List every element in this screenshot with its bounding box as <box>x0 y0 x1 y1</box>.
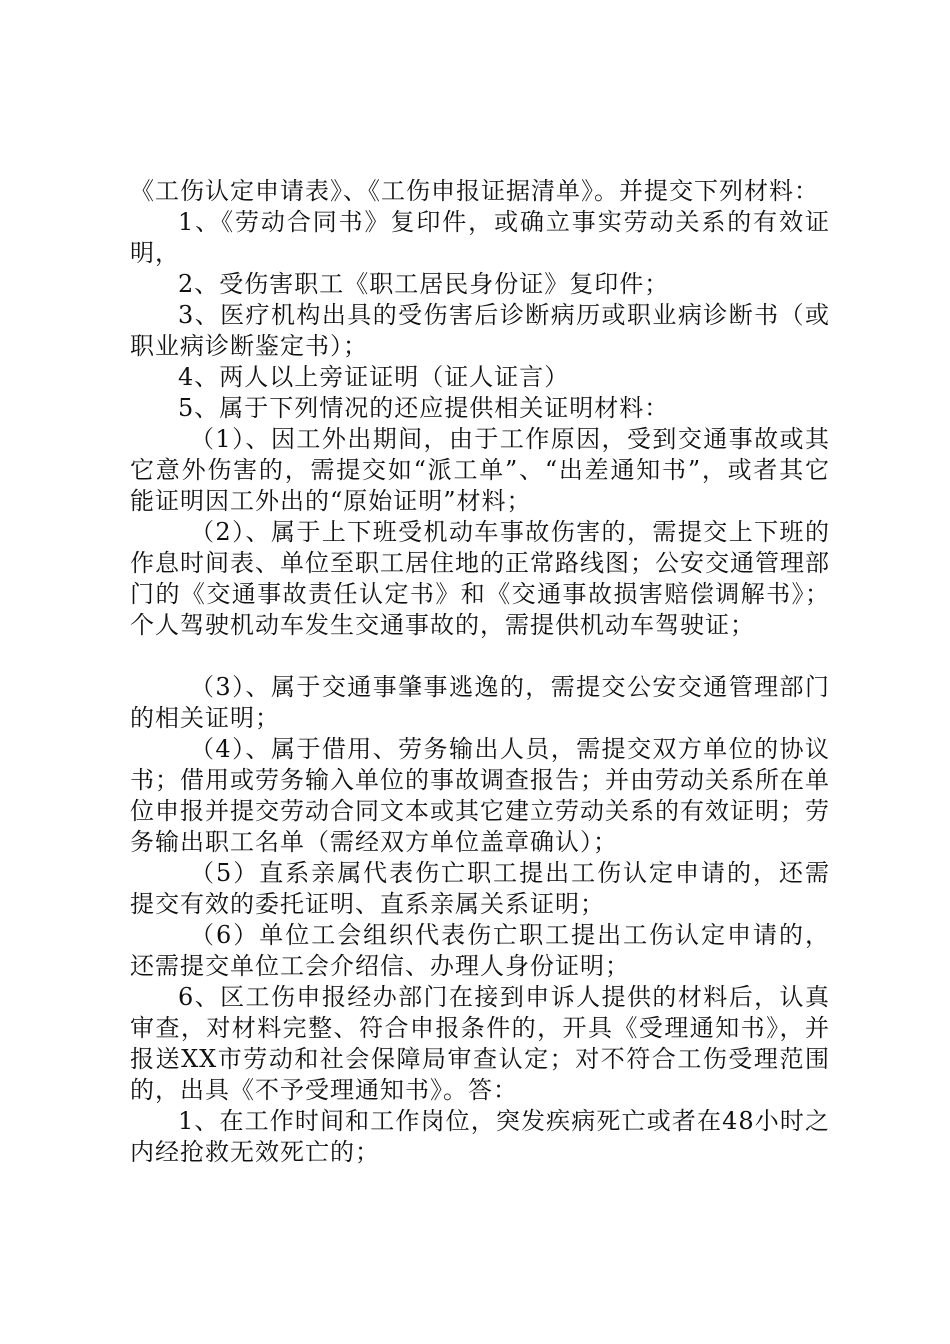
blank-line <box>130 641 830 672</box>
paragraph-item-6: 6、区工伤申报经办部门在接到申诉人提供的材料后，认真审查，对材料完整、符合申报条件的，开具《受理通知书》，并报送XX市劳动和社会保障局审查认定；对不符合工伤受理范围的，出具《不予受理通知书》。答： <box>130 983 830 1104</box>
paragraph-intro: 《工伤认定申请表》、《工伤申报证据清单》。并提交下列材料： <box>130 177 819 205</box>
paragraph-subitem-2: （2）、属于上下班受机动车事故伤害的，需提交上下班的作息时间表、单位至职工居住地的正常路线图；公安交通管理部门的《交通事故责任认定书》和《交通事故损害赔偿调解书》；个人驾驶机动车发生交通事故的，需提供机动车驾驶证； <box>130 518 830 639</box>
paragraph-item-4: 4、两人以上旁证证明（证人证言） <box>178 363 570 391</box>
paragraph-subitem-1: （1）、因工外出期间，由于工作原因，受到交通事故或其它意外伤害的，需提交如“派工单”、“出差通知书”，或者其它能证明因工外出的“原始证明”材料； <box>130 425 830 515</box>
paragraph-item-2: 2、受伤害职工《职工居民身份证》复印件； <box>178 270 670 298</box>
paragraph-item-3: 3、医疗机构出具的受伤害后诊断病历或职业病诊断书（或职业病诊断鉴定书）； <box>130 301 830 360</box>
paragraph-item-1: 1、《劳动合同书》复印件，或确立事实劳动关系的有效证明， <box>130 208 830 267</box>
paragraph-subitem-4: （4）、属于借用、劳务输出人员，需提交双方单位的协议书；借用或劳务输入单位的事故调查报告；并由劳动关系所在单位申报并提交劳动合同文本或其它建立劳动关系的有效证明；劳务输出职工名单（需经双方单位盖章确认）； <box>130 735 830 856</box>
paragraph-answer-1: 1、在工作时间和工作岗位，突发疾病死亡或者在48小时之内经抢救无效死亡的； <box>130 1107 830 1166</box>
paragraph-subitem-3: （3）、属于交通事肇事逃逸的，需提交公安交通管理部门的相关证明； <box>130 673 830 732</box>
paragraph-subitem-5: （5）直系亲属代表伤亡职工提出工伤认定申请的，还需提交有效的委托证明、直系亲属关系证明； <box>130 859 830 918</box>
document-body <box>130 176 830 1168</box>
paragraph-subitem-6: （6）单位工会组织代表伤亡职工提出工伤认定申请的，还需提交单位工会介绍信、办理人身份证明； <box>130 921 830 980</box>
paragraph-item-5: 5、属于下列情况的还应提供相关证明材料： <box>178 394 670 422</box>
